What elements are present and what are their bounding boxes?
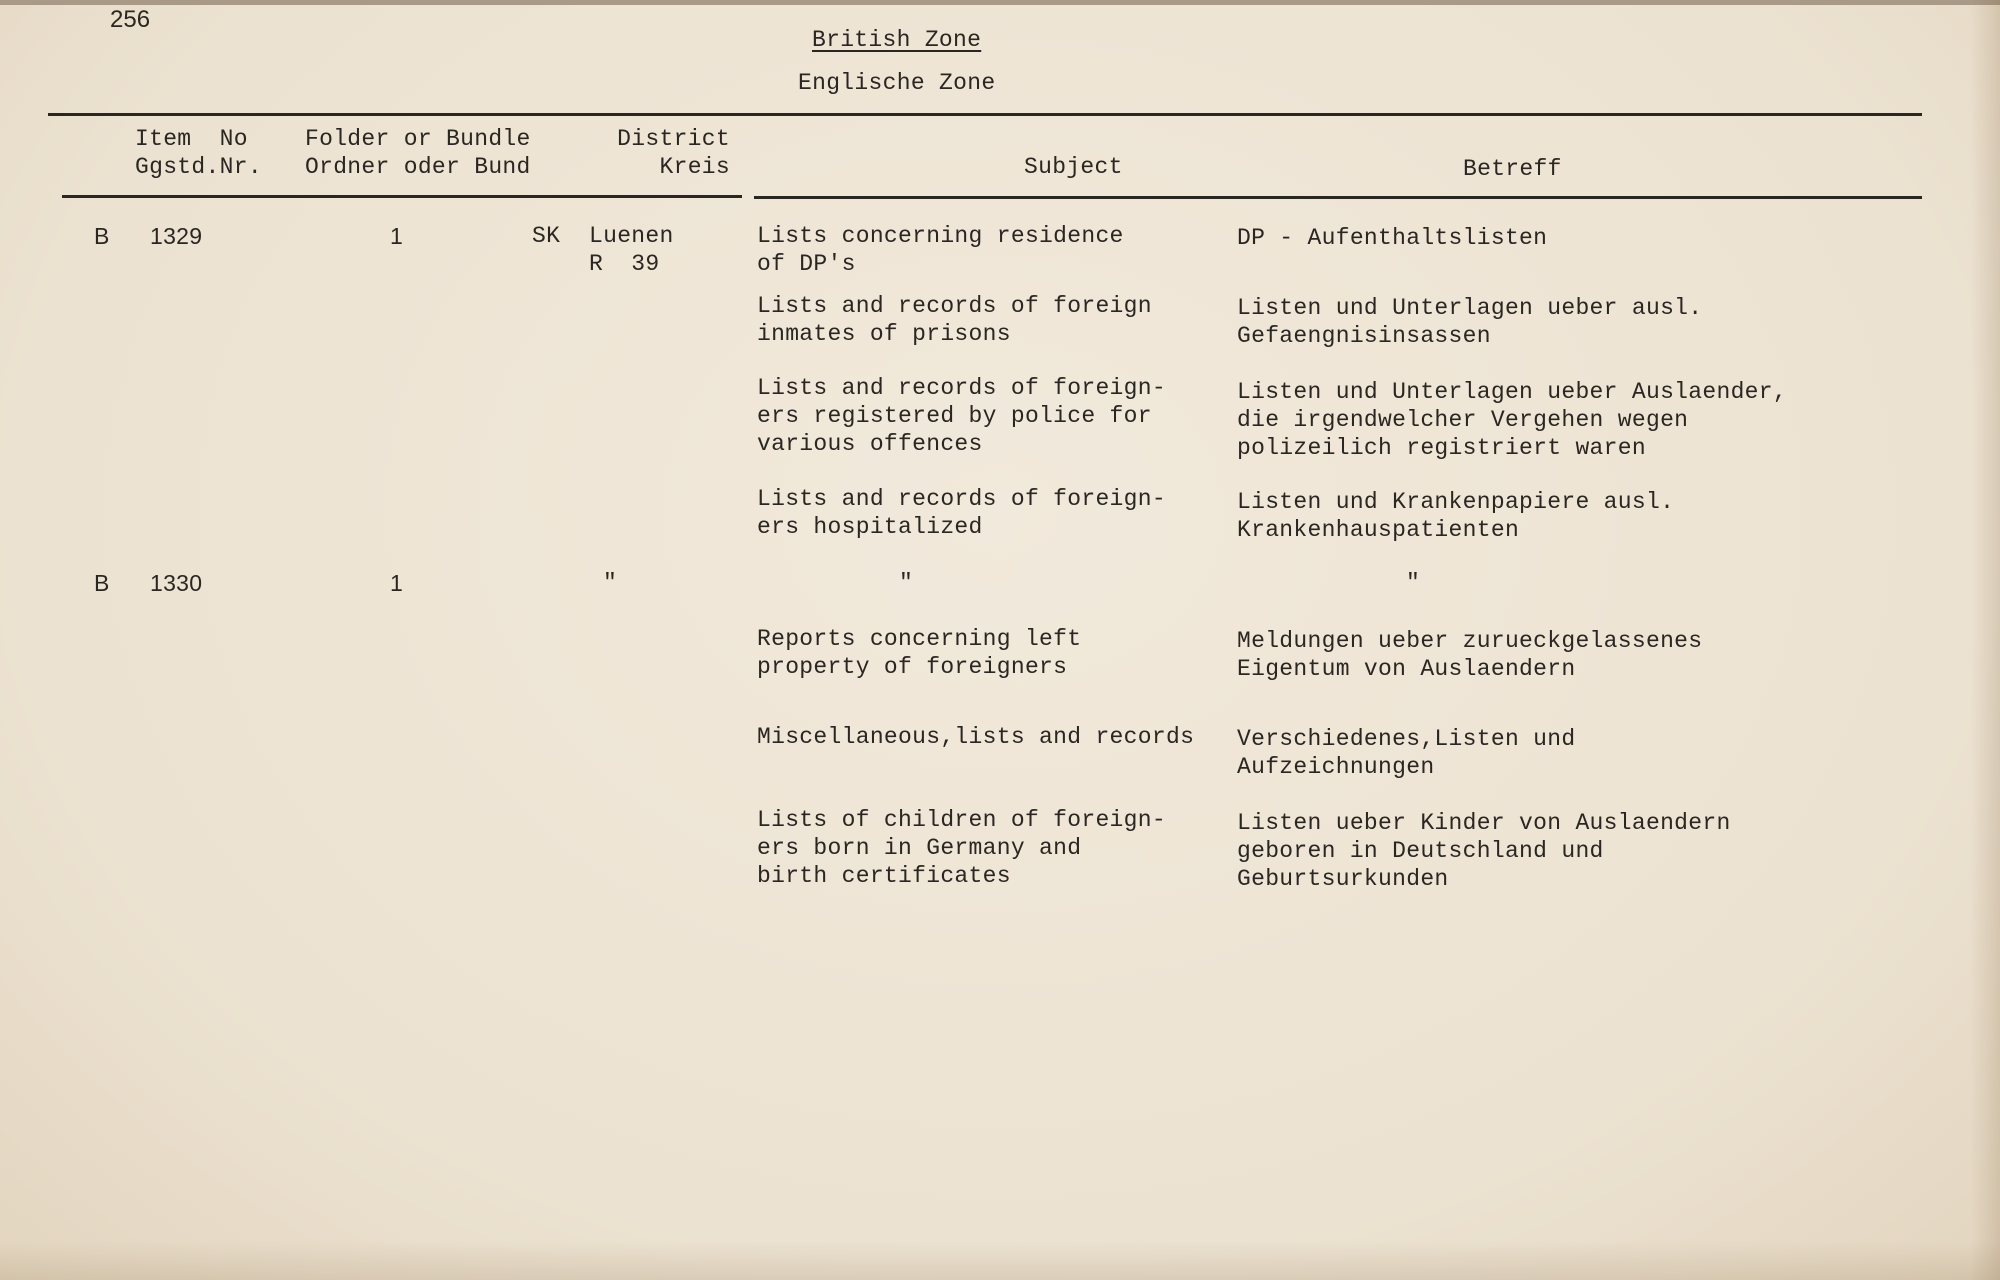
header-item-en: Item No [135,126,248,152]
row-1330-item: 1330 [150,570,203,596]
row-1330-betreff-2: Verschiedenes,Listen und Aufzeichnungen [1237,726,1576,780]
row-1330-subject-2: Miscellaneous,lists and records [757,724,1195,750]
row-1329-letter: B [94,223,110,249]
row-1329-subject-3: Lists and records of foreign- ers registered by police for various offences [757,375,1166,457]
scan-right-edge [1970,0,2000,1280]
row-1330-letter: B [94,570,110,596]
row-1329-district-prefix: SK [532,223,561,249]
row-1329-betreff-3: Listen und Unterlagen ueber Auslaender, die irgendwelcher Vergehen wegen polizeilich registriert waren [1237,379,1787,461]
row-1329-betreff-4: Listen und Krankenpapiere ausl. Krankenhauspatienten [1237,489,1675,543]
row-1329-item: 1329 [150,223,203,249]
row-1329-folder: 1 [390,223,404,249]
row-1330-district-ditto: " [603,570,618,596]
header-subject: Subject [1024,154,1123,180]
row-1330-subject-1: Reports concerning left property of foreigners [757,626,1082,680]
row-1329-betreff-2: Listen und Unterlagen ueber ausl. Gefaengnisinsassen [1237,295,1703,349]
scan-bottom-edge [0,1240,2000,1280]
row-1329-district-line2: R 39 [589,251,660,277]
header-district-de: Kreis [659,154,730,180]
header-folder-de: Ordner oder Bund [305,154,531,180]
header-item-de: Ggstd.Nr. [135,154,262,180]
page-subtitle: Englische Zone [798,70,996,96]
row-1330-betreff-3: Listen ueber Kinder von Auslaendern geboren in Deutschland und Geburtsurkunden [1237,810,1731,892]
row-1329-betreff-1: DP - Aufenthaltslisten [1237,225,1548,251]
header-rule-right [754,196,1922,199]
scan-top-edge [0,0,2000,5]
row-1330-subject-3: Lists of children of foreign- ers born in Germany and birth certificates [757,807,1166,889]
row-1330-subject-ditto: " [899,570,914,596]
page-title: British Zone [812,27,982,53]
row-1329-subject-2: Lists and records of foreign inmates of prisons [757,293,1152,347]
row-1329-district-line1: Luenen [589,223,674,249]
top-rule [48,113,1922,116]
row-1329-subject-4: Lists and records of foreign- ers hospitalized [757,486,1166,540]
row-1330-betreff-ditto: " [1406,570,1421,596]
header-betreff: Betreff [1463,156,1562,182]
row-1329-subject-1: Lists concerning residence of DP's [757,223,1124,277]
row-1330-betreff-1: Meldungen ueber zurueckgelassenes Eigentum von Auslaendern [1237,628,1703,682]
header-district-en: District [617,126,730,152]
page-number: 256 [110,6,151,33]
header-folder-en: Folder or Bundle [305,126,531,152]
row-1330-folder: 1 [390,570,404,596]
header-rule-left [62,195,742,198]
